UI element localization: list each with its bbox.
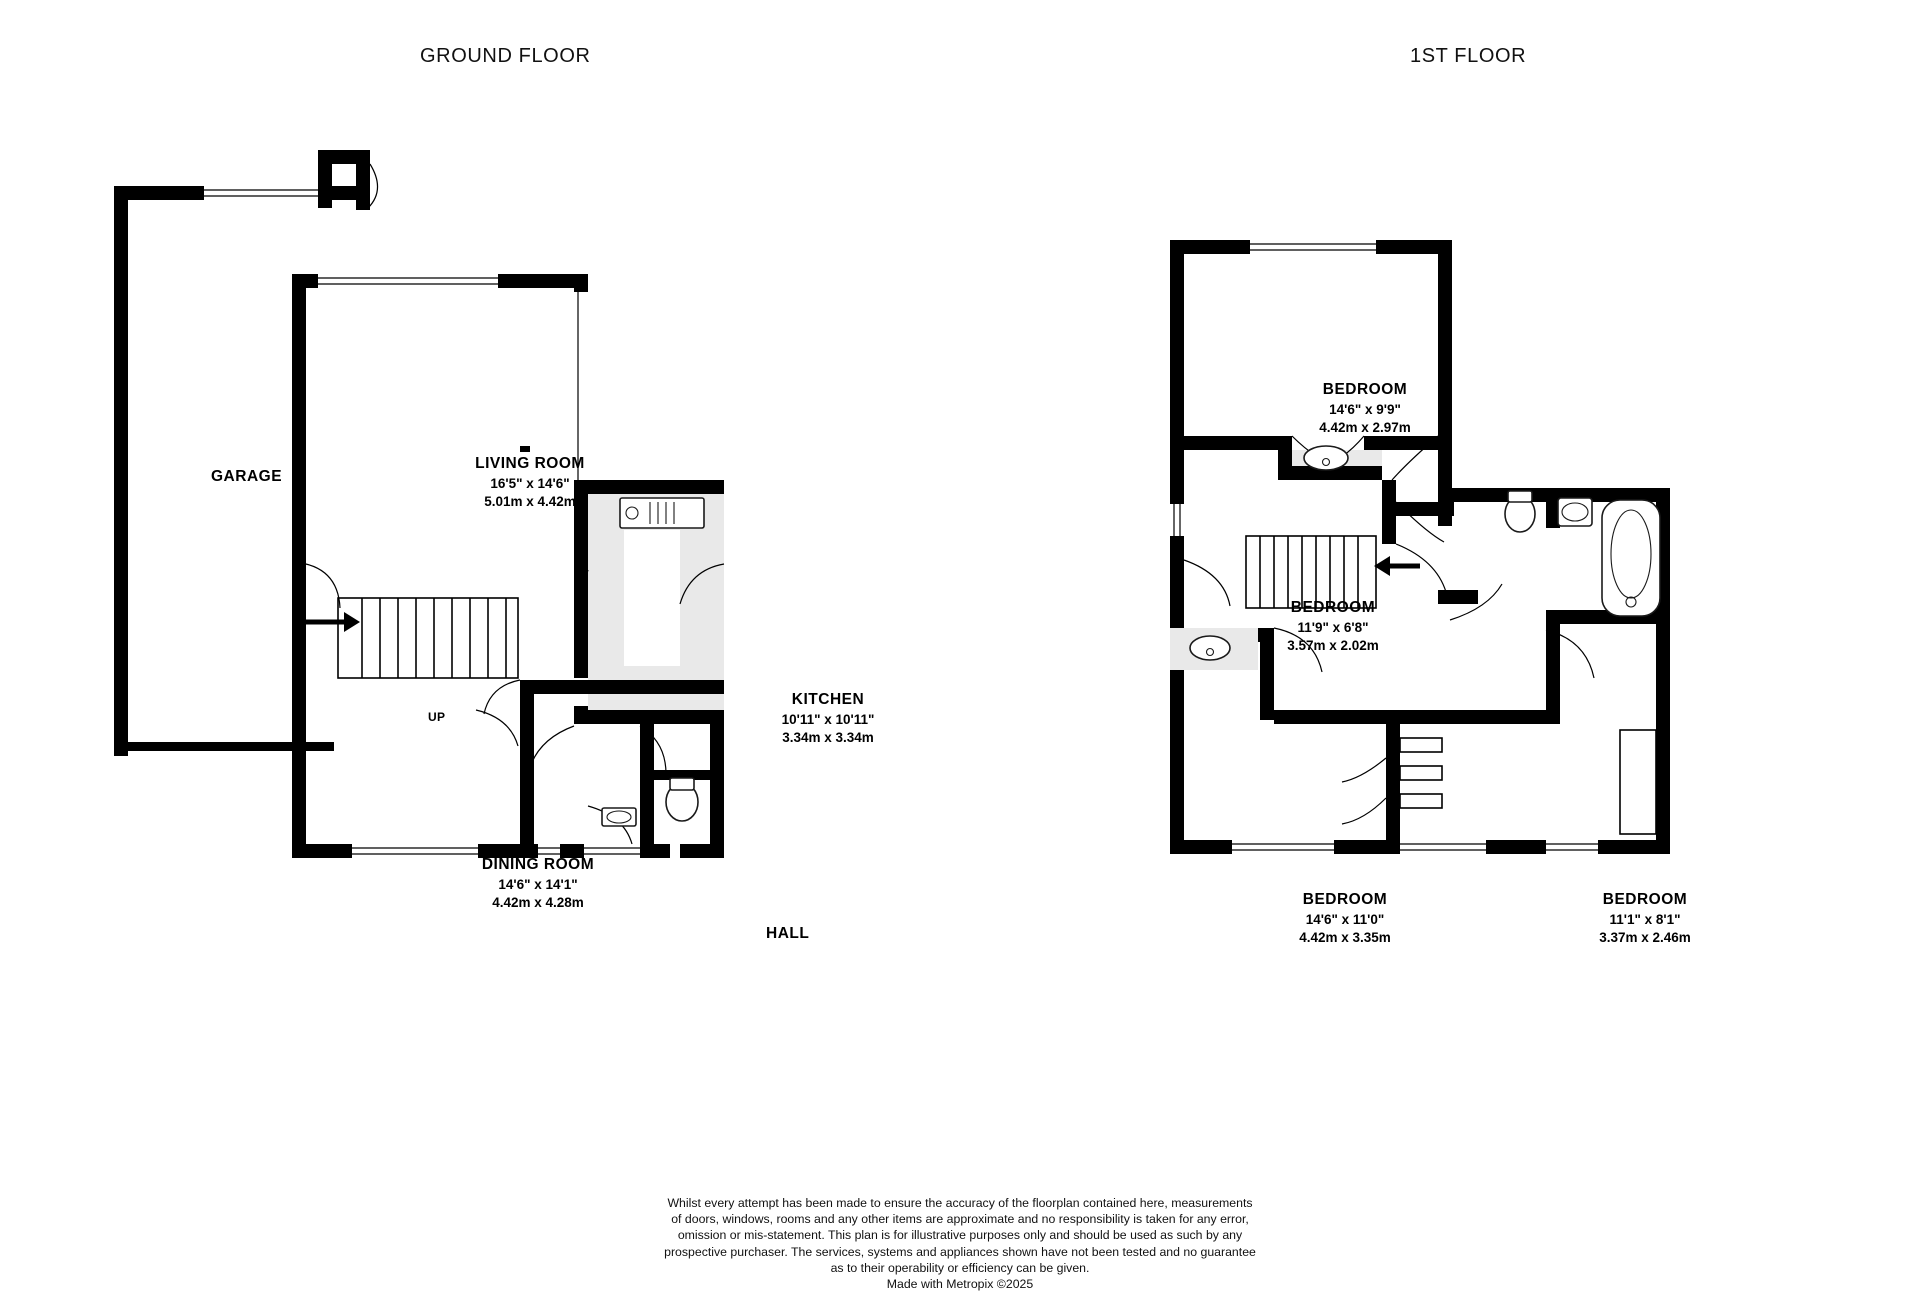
disclaimer-line-4: prospective purchaser. The services, systems and appliances shown have not been tested and no guarantee (664, 1244, 1256, 1259)
room-name: BEDROOM (1602, 891, 1688, 908)
room-label-dining-room (428, 855, 648, 912)
disclaimer-line-3: omission or mis-statement. This plan is for illustrative purposes only and should be used as such by any (677, 1228, 1243, 1243)
room-label-kitchen (728, 690, 928, 747)
stair-direction-label: UP (428, 710, 446, 724)
room-dimension-metric: 3.34m x 3.34m (782, 730, 874, 746)
room-label-hall: HALL (766, 925, 810, 942)
room-name: BEDROOM (1302, 891, 1388, 908)
wardrobes (1400, 730, 1656, 834)
room-label-living-room (420, 454, 640, 511)
room-name: DINING ROOM (481, 856, 595, 873)
disclaimer-block (0, 1195, 1920, 1292)
room-dimension-imperial: 14'6" x 9'9" (1329, 401, 1401, 417)
room-label-bedroom-1 (1250, 380, 1480, 437)
disclaimer-line-2: of doors, windows, rooms and any other items are approximate and no responsibility is taken for any error, (671, 1212, 1249, 1227)
room-name: BEDROOM (1322, 381, 1408, 398)
room-name: KITCHEN (791, 691, 865, 708)
staircase-up (306, 598, 518, 678)
room-dimension-imperial: 14'6" x 11'0" (1305, 911, 1385, 927)
first-floor-plan (1150, 150, 1830, 930)
first-floor-title: 1ST FLOOR (1410, 45, 1527, 67)
room-name: LIVING ROOM (475, 455, 585, 472)
room-label-landing: LANDING (1430, 708, 1505, 725)
room-dimension-imperial: 10'11" x 10'11" (781, 711, 875, 727)
room-dimension-metric: 4.42m x 2.97m (1319, 420, 1411, 436)
room-label-bedroom-4 (1530, 890, 1760, 947)
room-dimension-imperial: 11'9" x 6'8" (1297, 619, 1369, 635)
room-dimension-metric: 3.37m x 2.46m (1599, 930, 1691, 946)
room-dimension-metric: 5.01m x 4.42m (484, 494, 576, 510)
disclaimer-line-5: as to their operability or efficiency can be given. (830, 1260, 1090, 1275)
ground-floor-plan (80, 150, 1000, 930)
room-dimension-imperial: 16'5" x 14'6" (490, 475, 570, 491)
disclaimer-line-1: Whilst every attempt has been made to ensure the accuracy of the floorplan contained here, measurements (667, 1196, 1253, 1210)
room-label-bedroom-3 (1230, 890, 1460, 947)
room-dimension-metric: 3.57m x 2.02m (1287, 638, 1379, 654)
first-floor-outer-walls (1170, 240, 1670, 854)
room-dimension-metric: 4.42m x 4.28m (492, 895, 584, 911)
room-label-bedroom-2 (1218, 598, 1448, 655)
room-dimension-imperial: 11'1" x 8'1" (1609, 911, 1681, 927)
room-label-garage: GARAGE (211, 468, 283, 485)
ground-floor-title: GROUND FLOOR (420, 45, 591, 67)
room-dimension-metric: 4.42m x 3.35m (1299, 930, 1391, 946)
metropix-credit: Made with Metropix ©2025 (886, 1277, 1034, 1292)
room-dimension-imperial: 14'6" x 14'1" (498, 876, 578, 892)
room-name: BEDROOM (1290, 599, 1376, 616)
